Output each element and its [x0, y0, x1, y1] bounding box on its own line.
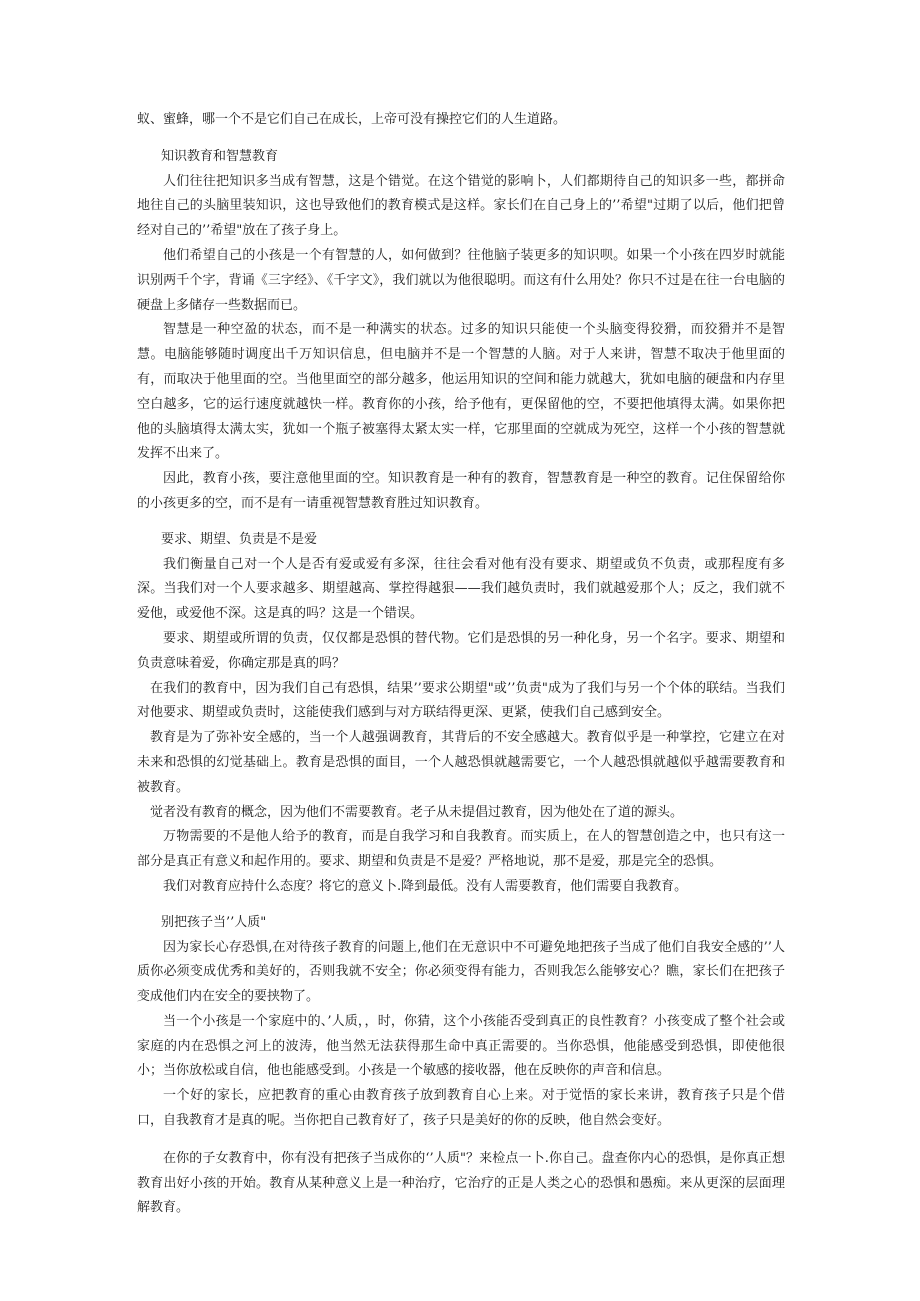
paragraph: 当一个小孩是一个家庭中的、’人质，，时，你猜，这个小孩能否受到真正的良性教育？小孩变成了整个社会或家庭的内在恐惧之河上的波涛，他当然无法获得那生命中真正需要的。当你恐惧，他能感受到恐惧，即使他很小；当你放松或自信，他也能感受到。小孩是一个敏感的接收器，他在反映你的声音和信息。	[137, 1013, 785, 1079]
paragraph: 在我们的教育中，因为我们自己有恐惧，结果’’要求公期望"或’’负责"成为了我们与另一个个体的联结。当我们对他要求、期望或负责时，这能使我们感到与对方联结得更深、更紧，使我们自己感到安全。	[137, 680, 785, 721]
closing-paragraph: 在你的子女教育中，你有没有把孩子当成你的‘’人质"？来检点一卜.你自己。盘查你内心的恐惧，是你真正想教育出好小孩的开始。教育从某种意义上是一种治疗，它治疗的正是人类之心的恐惧和愚痴。来从更深的层面理解教育。	[137, 1150, 785, 1216]
paragraph: 万物需要的不是他人给予的教育，而是自我学习和自我教育。而实质上，在人的智慧创造之中，也只有这一部分是真正有意义和起作用的。要求、期望和负责是不是爱？严格地说，那不是爱，那是完全的恐惧。	[137, 829, 785, 870]
intro-continuation: 蚁、蜜蜂，哪一个不是它们自己在成长，上帝可没有操控它们的人生道路。	[137, 112, 567, 127]
paragraph: 教育是为了弥补安全感的，当一个人越强调教育，其背后的不安全感越大。教育似乎是一种掌控，它建立在对未来和恐惧的幻觉基础上。教育是恐惧的面目，一个人越恐惧就越需要它，一个人越恐惧就越似乎越需要教育和被教育。	[137, 730, 785, 795]
paragraph: 我们对教育应持什么态度？将它的意义卜.降到最低。没有人需要教育，他们需要自我教育。	[163, 878, 688, 894]
section-demand-expectation-love	[137, 528, 785, 900]
document-page	[137, 108, 785, 1221]
section-child-hostage	[137, 911, 785, 1134]
paragraph: 觉者没有教育的概念，因为他们不需要教育。老子从未提倡过教育，因为他处在了道的源头。	[150, 804, 684, 820]
paragraph: 因为家长心存恐惧,在对待孩子教育的问题上,他们在无意识中不可避免地把孩子当成了他们自我安全感的’’人质你必须变成优秀和美好的，否则我就不安全；你必须变得有能力，否则我怎么能够安心？瞧，家长们在把孩子变成他们内在安全的要挟物了。	[137, 939, 785, 1005]
paragraph: 人们往往把知识多当成有智慧，这是个错觉。在这个错觉的影响卜，人们都期待自己的知识多一些，都拼命地往自己的头脑里装知识，这也导致他们的教育模式是这样。家长们在自己身上的’’希望"过期了以后，他们把曾经对自己的’’希望"放在了孩子身上。	[137, 173, 785, 239]
paragraph: 因此，教育小孩，要注意他里面的空。知识教育是一种有的教育，智慧教育是一种空的教育。记住保留给你的小孩更多的空，而不是有一请重视智慧教育胜过知识教育。	[137, 471, 785, 511]
section-heading: 别把孩子当’’人质"	[161, 914, 267, 930]
section-knowledge-wisdom	[137, 145, 785, 517]
paragraph: 要求、期望或所谓的负责，仅仅都是恐惧的替代物。它们是恐惧的另一种化身，另一个名字。要求、期望和负责意味着爱，你确定那是真的吗？	[137, 630, 785, 671]
paragraph: 智慧是一种空盈的状态，而不是一种满实的状态。过多的知识只能使一个头脑变得狡猾，而狡猾并不是智慧。电脑能够随时调度出千万知识信息，但电脑并不是一个智慧的人脑。对于人来讲，智慧不取决于他里面的有，而取决于他里面的空。当他里面空的部分越多，他运用知识的空间和能力就越大，犹如电脑的硬盘和内存里空白越多，它的运行速度就越快一样。教育你的小孩，给予他有，更保留他的空，不要把他填得太满。如果你把他的头脑填得太满太实，犹如一个瓶子被塞得太紧太实一样，它那里面的空就成为死空，这样一个小孩的智慧就发挥不出来了。	[137, 322, 785, 462]
paragraph: 我们衡量自己对一个人是否有爱或爱有多深，往往会看对他有没有要求、期望或负不负责，或那程度有多深。当我们对一个人要求越多、期望越高、掌控得越狠——我们越负责时，我们就越爱那个人；反之，我们就不爱他，或爱他不深。这是真的吗？这是一个错误。	[137, 556, 785, 622]
section-heading: 知识教育和智慧教育	[161, 148, 279, 164]
paragraph: 一个好的家长，应把教育的重心由教育孩子放到教育自心上来。对于觉悟的家长来讲，教育孩子只是个借口，自我教育才是真的呢。当你把自己教育好了，孩子只是美好的你的反映，他自然会变好。	[137, 1088, 785, 1129]
paragraph: 他们希望自己的小孩是一个有智慧的人，如何做到？往他脑子装更多的知识呗。如果一个小孩在四岁时就能识别两千个字，背诵《三字经》、《千字文》，我们就以为他很聪明。而这有什么用处？你只不过是在往一台电脑的硬盘上多储存一些数据而已。	[137, 247, 785, 313]
section-heading: 要求、期望、负责是不是爱	[161, 531, 318, 547]
